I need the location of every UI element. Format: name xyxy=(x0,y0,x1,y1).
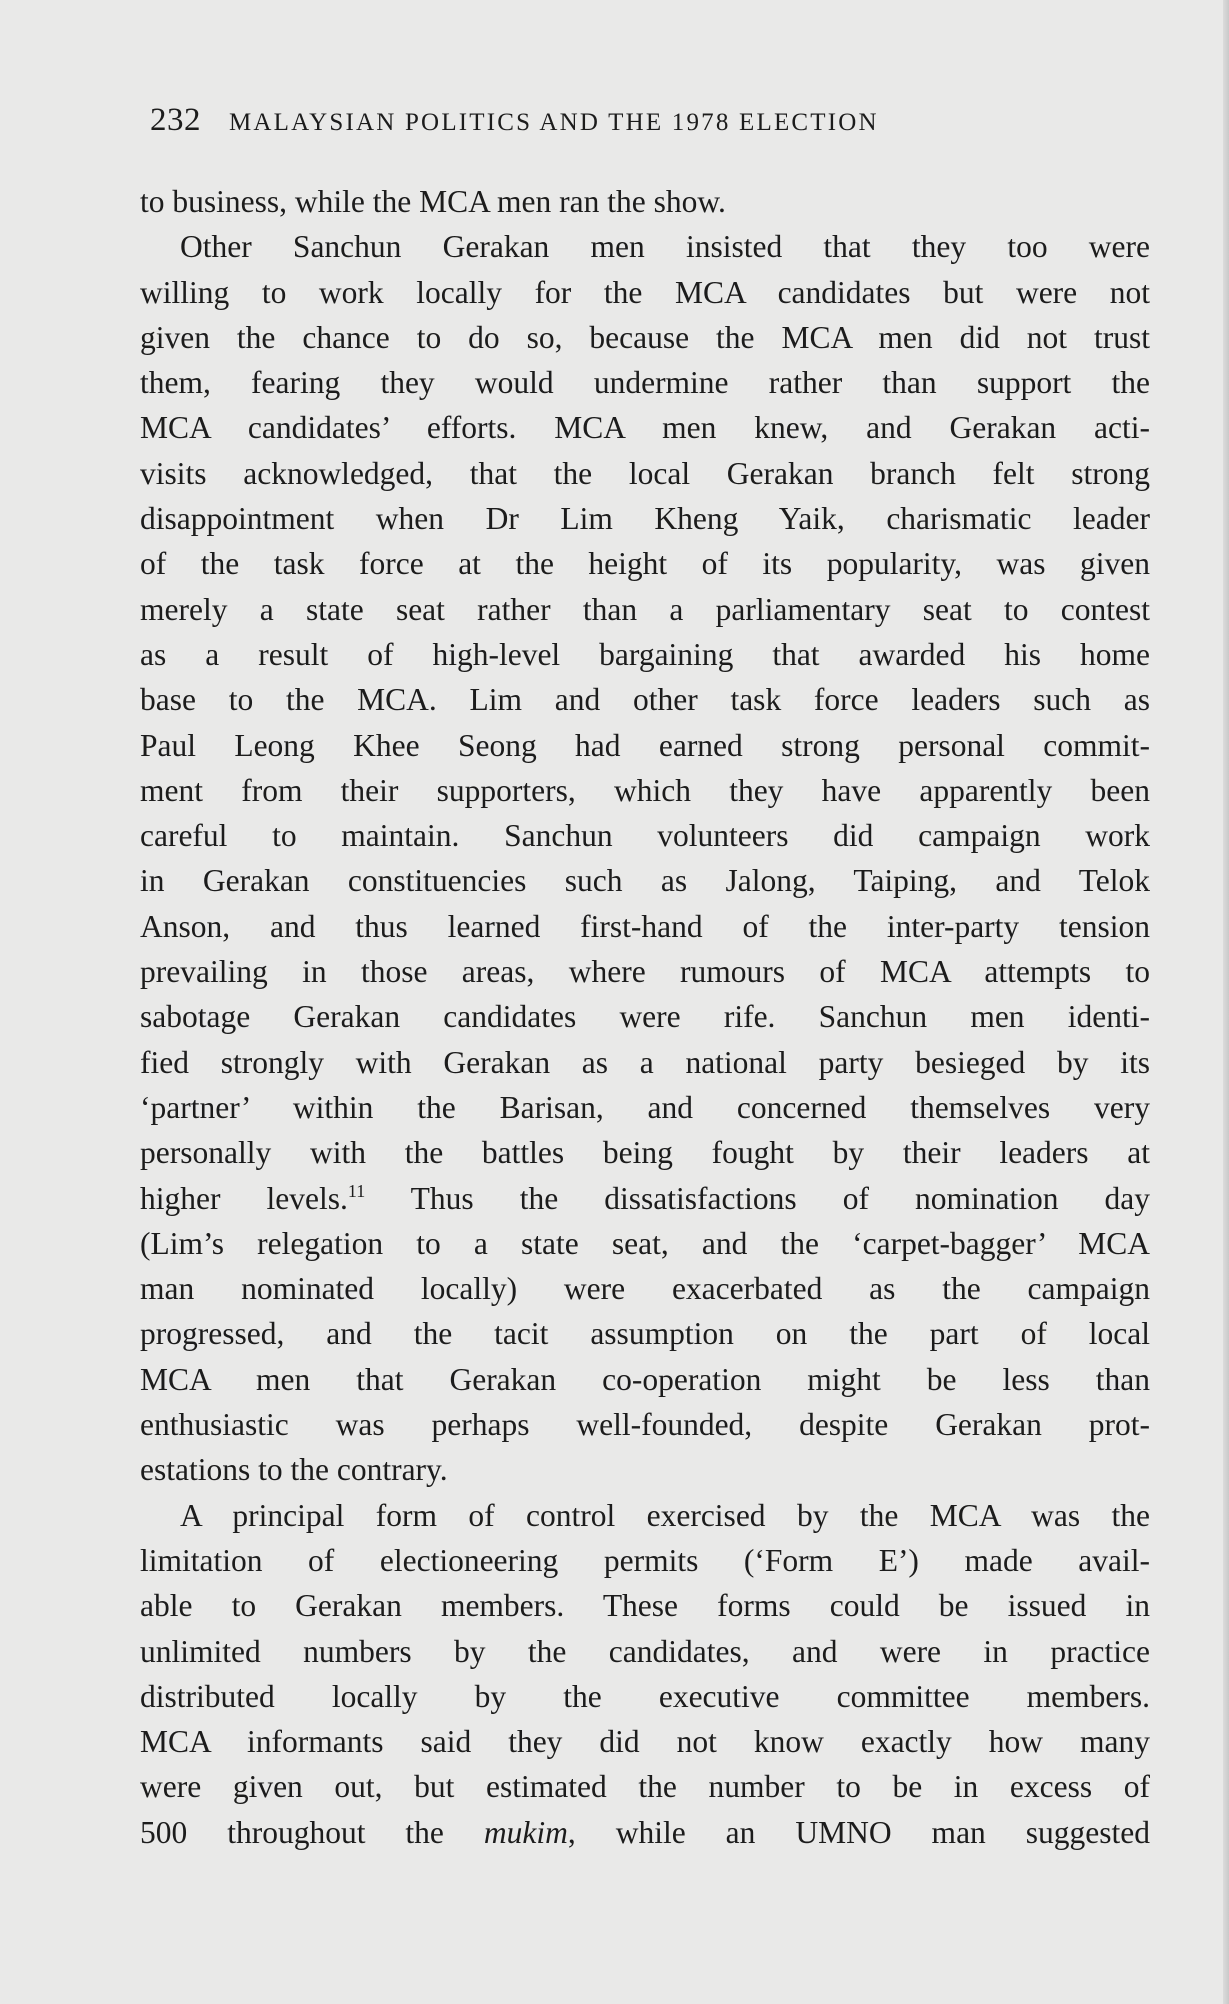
footnote-marker: 11 xyxy=(347,1180,366,1201)
text-line: careful to maintain. Sanchun volunteers did campaign work xyxy=(140,818,1150,854)
text-line: A principal form of control exercised by the MCA was the xyxy=(180,1497,1150,1533)
text-line: of the task force at the height of its popularity, was given xyxy=(140,546,1150,582)
text-line: Anson, and thus learned first-hand of the inter-party tension xyxy=(140,908,1150,944)
text-line: MCA men that Gerakan co-operation might be less than xyxy=(140,1361,1150,1397)
text-line: unlimited numbers by the candidates, and were in practice xyxy=(140,1633,1150,1669)
running-head xyxy=(150,100,1110,140)
text-line: able to Gerakan members. These forms could be issued in xyxy=(140,1588,1150,1624)
text-fragment: higher levels. xyxy=(140,1180,348,1216)
text-line: ment from their supporters, which they have apparently been xyxy=(140,772,1150,808)
text-line: personally with the battles being fought by their leaders at xyxy=(140,1135,1150,1171)
text-line: ‘partner’ within the Barisan, and concerned themselves very xyxy=(140,1089,1150,1125)
text-line: base to the MCA. Lim and other task force leaders such as xyxy=(140,682,1150,718)
text-line: distributed locally by the executive committee members. xyxy=(140,1678,1150,1714)
text-fragment: , while an UMNO man suggested xyxy=(567,1814,1150,1850)
text-line: Other Sanchun Gerakan men insisted that they too were xyxy=(180,229,1150,265)
page-number: 232 xyxy=(150,102,201,138)
text-line: merely a state seat rather than a parliamentary seat to contest xyxy=(140,591,1150,627)
text-line: MCA candidates’ efforts. MCA men knew, and Gerakan acti- xyxy=(140,410,1150,446)
text-line: in Gerakan constituencies such as Jalong, Taiping, and Telok xyxy=(140,863,1150,899)
text-line: them, fearing they would undermine rather than support the xyxy=(140,365,1150,401)
text-line: prevailing in those areas, where rumours of MCA attempts to xyxy=(140,954,1150,990)
text-line: willing to work locally for the MCA candidates but were not xyxy=(140,274,1150,310)
text-line: Paul Leong Khee Seong had earned strong personal commit- xyxy=(140,727,1150,763)
text-line: estations to the contrary. xyxy=(140,1452,448,1488)
text-line: to business, while the MCA men ran the show. xyxy=(140,184,726,219)
text-line: enthusiastic was perhaps well-founded, despite Gerakan prot- xyxy=(140,1407,1150,1443)
text-line: man nominated locally) were exacerbated as the campaign xyxy=(140,1271,1150,1307)
text-line: (Lim’s relegation to a state seat, and the ‘carpet-bagger’ MCA xyxy=(140,1225,1150,1261)
text-line xyxy=(140,1810,1150,1855)
text-line: fied strongly with Gerakan as a national party besieged by its xyxy=(140,1044,1150,1080)
running-title: MALAYSIAN POLITICS AND THE 1978 ELECTION xyxy=(229,109,879,136)
text-line: progressed, and the tacit assumption on the part of local xyxy=(140,1316,1150,1352)
text-line: as a result of high-level bargaining that awarded his home xyxy=(140,636,1150,672)
text-line: were given out, but estimated the number to be in excess of xyxy=(140,1769,1150,1805)
italic-term: mukim xyxy=(483,1814,568,1850)
text-line: limitation of electioneering permits (‘Form E’) made avail- xyxy=(140,1542,1150,1578)
text-fragment: 500 throughout the xyxy=(140,1814,484,1850)
text-line xyxy=(140,1176,1150,1221)
text-line: disappointment when Dr Lim Kheng Yaik, charismatic leader xyxy=(140,501,1150,537)
text-line: sabotage Gerakan candidates were rife. Sanchun men identi- xyxy=(140,999,1150,1035)
text-line: visits acknowledged, that the local Gerakan branch felt strong xyxy=(140,455,1150,491)
page-edge-shadow xyxy=(1223,0,1229,2004)
body-text xyxy=(140,179,1150,1855)
text-fragment: Thus the dissatisfactions of nomination day xyxy=(365,1180,1150,1216)
text-line: MCA informants said they did not know exactly how many xyxy=(140,1724,1150,1760)
text-line: given the chance to do so, because the MCA men did not trust xyxy=(140,319,1150,355)
